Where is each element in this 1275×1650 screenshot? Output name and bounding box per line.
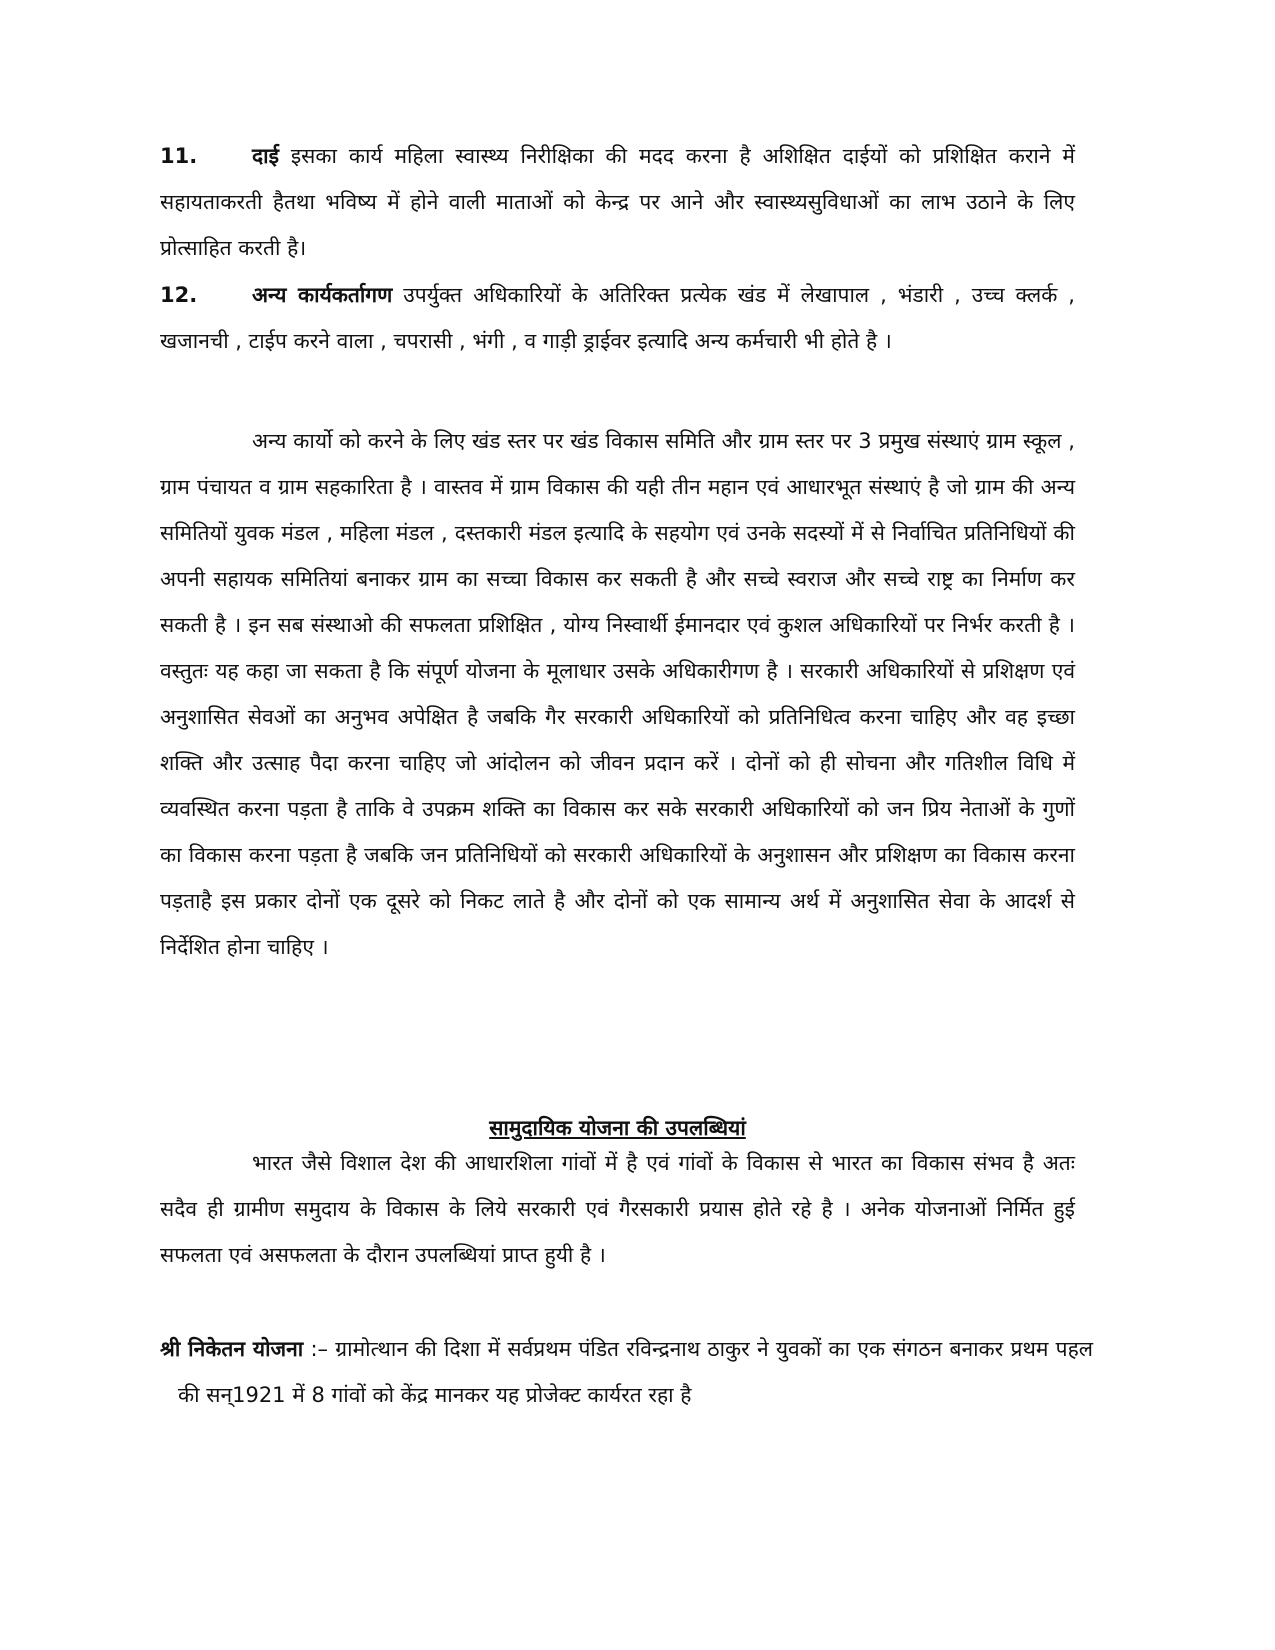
niketan-separator: :– <box>310 1337 329 1361</box>
niketan-scheme <box>160 1326 1093 1418</box>
niketan-term: श्री निकेतन योजना <box>160 1337 304 1361</box>
paragraph-institutions: अन्य कार्यो को करने के लिए खंड स्तर पर खंड विकास समिति और ग्राम स्तर पर 3 प्रमुख संस्थाएं ग्राम स्कूल , ग्राम पंचायत व ग्राम सहकारिता है । वास्तव में ग्राम विकास की यही तीन महान एवं आधारभूत संस्थाएं है जो ग्राम की अन्य समितियों युवक मंडल , महिला मंडल , दस्तकारी मंडल इत्यादि के सहयोग एवं उनके सदस्यों में से निर्वाचित प्रतिनिधियों की अपनी सहायक समितियां बनाकर ग्राम का सच्चा विकास कर सकती है और सच्चे स्वराज और सच्चे राष्ट्र का निर्माण कर सकती है । इन सब संस्थाओ की सफलता प्रशिक्षित , योग्य निस्वार्थी ईमानदार एवं कुशल अधिकारियों पर निर्भर करती है । वस्तुतः यह कहा जा सकता है कि संपूर्ण योजना के मूलाधार उसके अधिकारीगण है । सरकारी अधिकारियों से प्रशिक्षण एवं अनुशासित सेवओं का अनुभव अपेक्षित है जबकि गैर सरकारी अधिकारियों को प्रतिनिधित्व करना चाहिए और वह इच्छा शक्ति और उत्साह पैदा करना चाहिए जो आंदोलन को जीवन प्रदान करें । दोनों को ही सोचना और गतिशील विधि में व्यवस्थित करना पड़ता है ताकि वे उपक्रम शक्ति का विकास कर सके सरकारी अधिकारियों को जन प्रिय नेताओं के गुणों का विकास करना पड़ता है जबकि जन प्रतिनिधियों को सरकारी अधिकारियों के अनुशासन और प्रशिक्षण का विकास करना पड़ताहै इस प्रकार दोनों एक दूसरे को निकट लाते है और दोनों को एक सामान्य अर्थ में अनुशासित सेवा के आदर्श से निर्देशित होना चाहिए । <box>160 429 1075 959</box>
niketan-text: ग्रामोत्थान की दिशा में सर्वप्रथम पंडित रविन्द्रनाथ ठाकुर ने युवकों का एक संगठन बनाकर प्रथम पहल की सन्1921 में 8 गांवों को केंद्र मानकर यह प्रोजेक्ट कार्यरत रहा है <box>178 1337 1093 1407</box>
item-11-term: दाई <box>252 144 279 168</box>
item-12 <box>160 272 1075 364</box>
item-12-number: 12. <box>160 283 198 307</box>
item-12-text: उपर्युक्त अधिकारियों के अतिरिक्त प्रत्येक खंड में लेखापाल , भंडारी , उच्च क्लर्क , खजानची , टाईप करने वाला , चपरासी , भंगी , व गाड़ी ड्राईवर इत्यादि अन्य कर्मचारी भी होते है । <box>160 283 1075 353</box>
item-12-term: अन्य कार्यकर्तागण <box>252 283 393 307</box>
item-11-text: इसका कार्य महिला स्वास्थ्य निरीक्षिका की मदद करना है अशिक्षित दाईयों को प्रशिक्षित कराने में सहायताकरती हैतथा भविष्य में होने वाली माताओं को केन्द्र पर आने और स्वास्थ्यसुविधाओं का लाभ उठाने के लिए प्रोत्साहित करती है। <box>160 144 1075 260</box>
item-11 <box>160 133 1075 271</box>
paragraph-achievements: भारत जैसे विशाल देश की आधारशिला गांवों में है एवं गांवों के विकास से भारत का विकास संभव है अतः सदैव ही ग्रामीण समुदाय के विकास के लिये सरकारी एवं गैरसकारी प्रयास होते रहे है । अनेक योजनाओं निर्मित हुई सफलता एवं असफलता के दौरान उपलब्धियां प्राप्त हुयी है । <box>160 1151 1075 1267</box>
section-heading: सामुदायिक योजना की उपलब्धियां <box>489 1116 746 1140</box>
item-11-number: 11. <box>160 144 198 168</box>
